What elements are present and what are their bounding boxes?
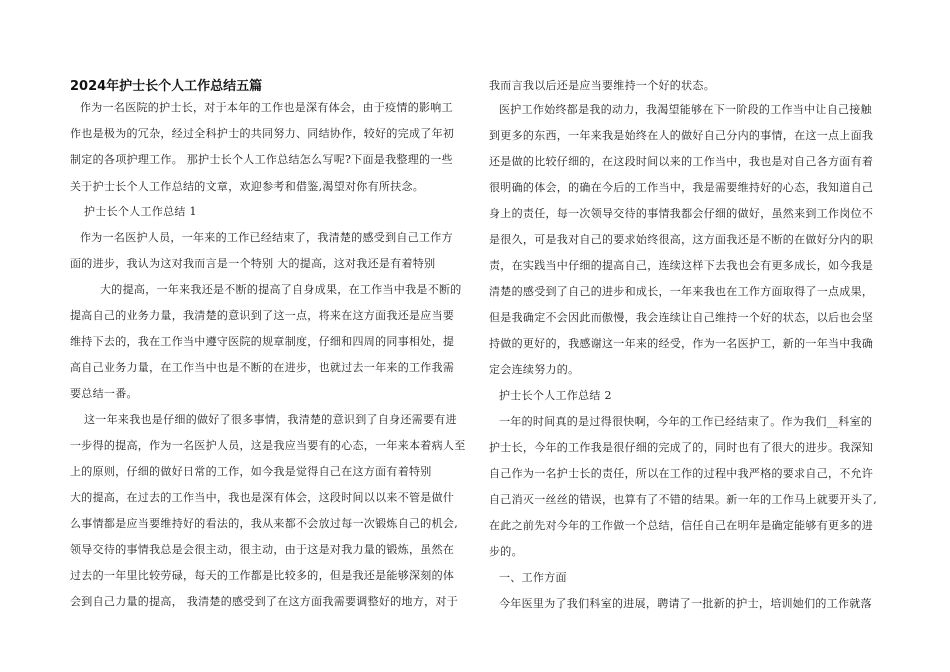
document-title: 2024年护士长个人工作总结五篇 <box>70 79 263 94</box>
paragraph-line: 作为一名医护人员，一年来的工作已经结束了，我清楚的感受到自己工作方 <box>80 231 453 244</box>
paragraph-line: 但是我确定不会因此而傲慢，我会连续让自己维持一个好的状态，以后也会坚 <box>489 311 874 324</box>
paragraph-line: 责，在实践当中仔细的提高自己，连续这样下去我也会有更多成长，如今我是 <box>489 259 874 272</box>
paragraph-line: 提高自己的业务力量，我清楚的意识到了这一点，将来在这方面我还是应当要 <box>70 309 455 322</box>
paragraph-line: 领导交待的事情我总是会很主动，很主动，由于这是对我力量的锻炼，虽然在 <box>70 543 455 556</box>
paragraph-line: 维持下去的，我在工作当中遵守医院的规章制度，仔细和四周的同事相处，提 <box>70 335 455 348</box>
paragraph-line: 高自己业务力量，在工作当中也是不断的在进步，也就过去一年来的工作我需 <box>70 361 455 374</box>
section-heading: 一、工作方面 <box>499 571 567 584</box>
paragraph-line: 大的提高，在过去的工作当中，我也是深有体会，这段时间以以来不管是做什 <box>70 491 455 504</box>
paragraph-line: 要总结一番。 <box>70 387 138 400</box>
paragraph-line: 大的提高，一年来我还是不断的提高了自身成果，在工作当中我是不断的 <box>100 283 462 296</box>
paragraph-line: 作为一名医院的护士长，对于本年的工作也是深有体会，由于疫情的影响工 <box>80 101 453 114</box>
paragraph-line: 是很久，可是我对自己的要求始终很高，这方面我还是不断的在做好分内的职 <box>489 233 874 246</box>
paragraph-line: 定会连续努力的。 <box>489 363 580 376</box>
paragraph-line: 到更多的东西，一年来我是始终在人的做好自己分内的事情，在这一点上面我 <box>489 129 874 142</box>
paragraph-line: 一年的时间真的是过得很快啊，今年的工作已经结束了。作为我们__科室的 <box>499 415 873 428</box>
paragraph-line: 我而言我以后还是应当要维持一个好的状态。 <box>489 79 715 92</box>
paragraph-line: 很明确的体会，的确在今后的工作当中，我是需要维持好的心态，我知道自己 <box>489 181 874 194</box>
paragraph-line: 制定的各项护理工作。 那护士长个人工作总结怎么写呢?下面是我整理的一些 <box>70 153 453 166</box>
paragraph-line: 自己作为一名护士长的责任，所以在工作的过程中我严格的要求自己，不允许 <box>489 467 874 480</box>
paragraph-line: 会到自己力量的提高， 我清楚的感受到了在这方面我需要调整好的地方，对于 <box>70 595 458 608</box>
paragraph-line: 自己消灭一丝丝的错误，也算有了不错的结果。新一年的工作马上就要开头了, <box>489 493 877 506</box>
section-heading: 护士长个人工作总结 2 <box>499 389 612 402</box>
section-heading: 护士长个人工作总结 1 <box>84 205 197 218</box>
paragraph-line: 医护工作始终都是我的动力，我渴望能够在下一阶段的工作当中让自己接触 <box>499 103 872 116</box>
paragraph-line: 面的进步，我认为这对我而言是一个特别 大的提高，这对我还是有着特别 <box>70 257 436 270</box>
paragraph-line: 过去的一年里比较劳碌，每天的工作都是比较多的，但是我还是能够深刻的体 <box>70 569 455 582</box>
paragraph-line: 上的原则，仔细的做好日常的工作，如今我是觉得自己在这方面有着特别 <box>70 465 432 478</box>
paragraph-line: 护士长，今年的工作我是很仔细的完成了的，同时也有了很大的进步。我深知 <box>489 441 874 454</box>
paragraph-line: 这一年来我也是仔细的做好了很多事情，我清楚的意识到了自身还需要有进 <box>84 413 457 426</box>
paragraph-line: 持做的更好的，我感谢这一年来的经受，作为一名医护工，新的一年当中我确 <box>489 337 874 350</box>
paragraph-line: 清楚的感受到了自己的进步和成长，一年来我也在工作方面取得了一点成果， <box>489 285 874 298</box>
paragraph-line: 关于护士长个人工作总结的文章，欢迎参考和借鉴,渴望对你有所扶念。 <box>70 180 425 193</box>
paragraph-line: 还是做的比较仔细的，在这段时间以来的工作当中，我也是对自己各方面有着 <box>489 155 874 168</box>
paragraph-line: 作也是极为的冗杂，经过全科护士的共同努力、同结协作，较好的完成了年初 <box>70 127 455 140</box>
paragraph-line: 在此之前先对今年的工作做一个总结，信任自己在明年是确定能够有更多的进 <box>489 519 874 532</box>
paragraph-line: 么事情都是应当要维持好的看法的，我从来都不会放过每一次锻炼自己的机会, <box>70 517 458 530</box>
paragraph-line: 步的。 <box>489 545 523 558</box>
paragraph-line: 一步得的提高，作为一名医护人员，这是我应当要有的心态，一年来本着病人至 <box>70 439 466 452</box>
paragraph-line: 身上的责任，每一次领导交待的事情我都会仔细的做好，虽然来到工作岗位不 <box>489 207 874 220</box>
paragraph-line: 今年医里为了我们科室的进展，聘请了一批新的护士，培训她们的工作就落 <box>499 597 872 610</box>
